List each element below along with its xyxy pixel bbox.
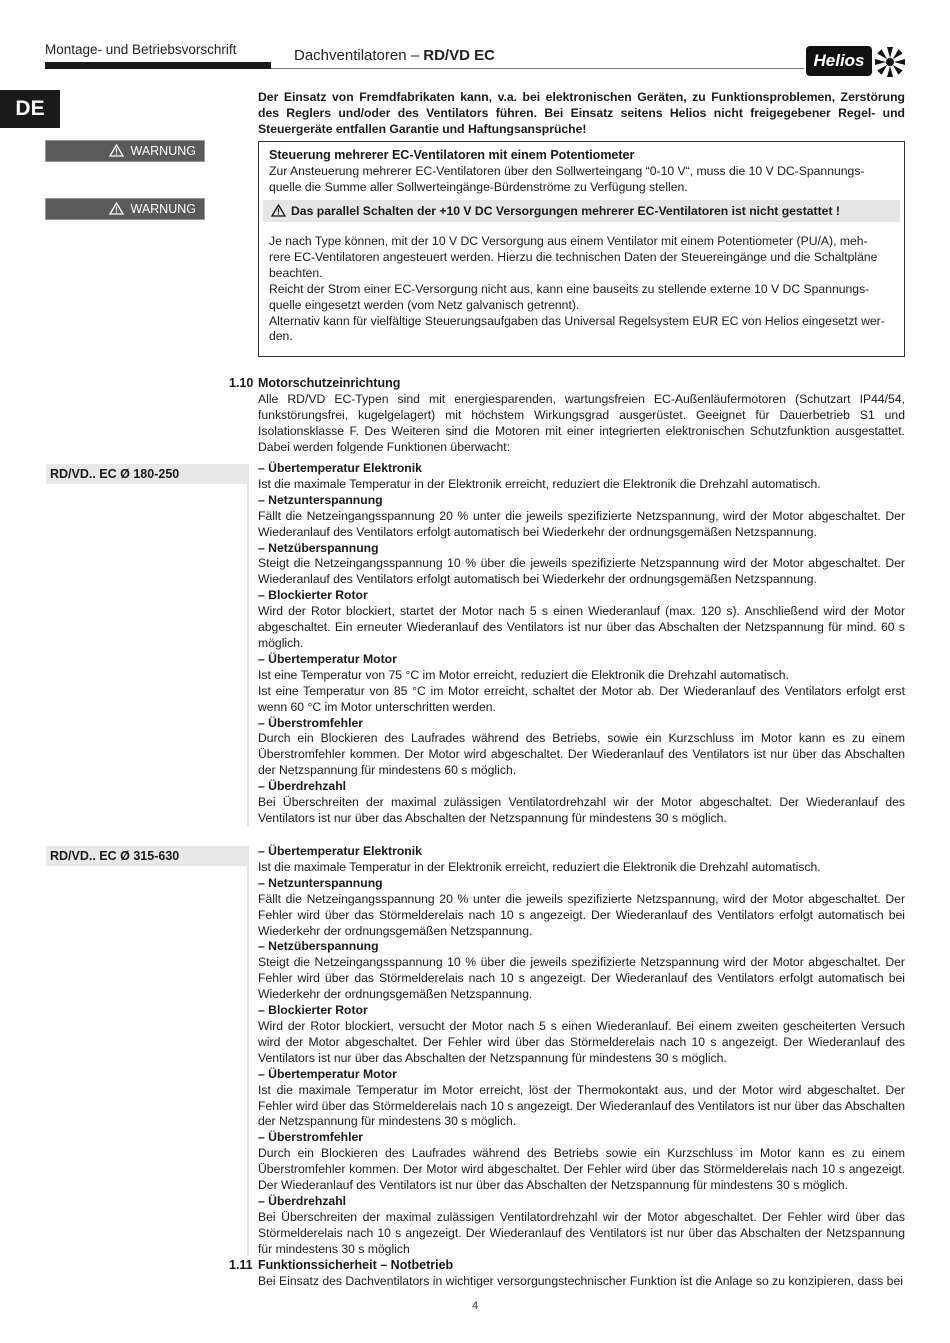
item-title: – Übertemperatur Elektronik — [258, 844, 422, 858]
item-text: Fällt die Netzeingangsspannung 20 % unter die jeweils spezifizierte Netzspannung, wird der Motor abgeschaltet. Der Wiederanlauf des Ventilators erfolgt automatisch bei Wiederkehr der ordnungsgemäßen Netzspannung. — [258, 508, 905, 539]
item-text: Ist die maximale Temperatur im Motor erreicht, löst der Thermokontakt aus, und der Motor wird abgeschaltet. Der Fehler wird über das Störmelderelais nach 10 s angezeigt. Der Wiederanlauf des Ventilators ist nur über das Abschalten der Netzspannung für mindestens 30 s möglich. — [258, 1082, 905, 1129]
box-body-line: Alternativ kann für vielfältige Steuerungsaufgaben das Universal Regelsystem EUR EC von Helios eingesetzt wer- — [269, 313, 885, 328]
header-bar — [45, 62, 271, 69]
intro-warning-text: Der Einsatz von Fremdfabrikaten kann, v.a. bei elektronischen Geräten, zu Funktionsproblemen, Zerstörung des Reglers und/oder des Ventilators führen. Bei Einsatz seitens Helios nicht freigegebener Regel- und Steuergeräte entfallen Garantie und Haftungsansprüche! — [258, 90, 905, 136]
item-title: – Blockierter Rotor — [258, 1003, 368, 1018]
product-model: RD/VD EC — [423, 47, 495, 64]
model-range-label-315-630: RD/VD.. EC Ø 315-630 — [46, 846, 248, 866]
box-body-line: den. — [269, 329, 293, 344]
warning-label-text: WARNUNG — [130, 144, 196, 158]
box-warning-text: Das parallel Schalten der +10 V DC Versorgungen mehrerer EC-Ventilatoren ist nicht gestattet ! — [291, 204, 840, 218]
box-body-line: Reicht der Strom einer EC-Versorgung nicht aus, kann eine bauseits zu stellende externe 10 V DC Spannungs- — [269, 281, 870, 296]
item-title: – Überdrehzahl — [258, 779, 347, 794]
item-text: Ist die maximale Temperatur in der Elektronik erreicht, reduziert die Elektronik die Drehzahl automatisch. — [258, 476, 821, 491]
warning-label-1 — [46, 141, 204, 161]
item-title: – Netzunterspannung — [258, 492, 383, 507]
helios-fan-icon — [874, 44, 906, 80]
box-body-line: beachten. — [269, 265, 323, 280]
group1-items — [258, 461, 905, 827]
box-body-line: quelle eingesetzt werden (vom Netz galvanisch getrennt). — [269, 297, 580, 312]
item-title: – Überstromfehler — [258, 1130, 363, 1145]
warning-triangle-icon — [271, 204, 286, 217]
item-text: Ist eine Temperatur von 75 °C im Motor erreicht, reduziert die Elektronik die Drehzahl automatisch. Ist eine Temperatur von 85 °C im Motor erreicht, schaltet der Motor ab. Der Wiederanlauf des Ventilators erfolgt erst wenn 60 °C im Motor unterschritten werden. — [258, 667, 905, 714]
warning-triangle-icon — [109, 144, 124, 157]
model-range-label-180-250: RD/VD.. EC Ø 180-250 — [46, 464, 248, 484]
potentiometer-info-box — [258, 141, 905, 357]
item-title: – Übertemperatur Elektronik — [258, 461, 422, 475]
item-text: Steigt die Netzeingangsspannung 10 % über die jeweils spezifizierte Netzspannung wird der Motor abgeschaltet. Der Fehler wird über das Störmelderelais nach 10 s angezeigt. Der Wiederanlauf des Ventilators erfolgt automatisch bei Wiederkehr der ordnungsgemäßen Netzspannung. — [258, 955, 905, 1002]
warning-label-text: WARNUNG — [130, 202, 196, 216]
item-text: Wird der Rotor blockiert, startet der Motor nach 5 s einen Wiederanlauf (max. 120 s). Anschließend wird der Motor abgeschaltet. Ein erneuter Wiederanlauf des Ventilators ist nur über das Abschalten der Netzspannung für mind. 60 s möglich. — [258, 604, 905, 650]
item-title: – Übertemperatur Motor — [258, 1066, 397, 1081]
item-text: Bei Überschreiten der maximal zulässigen Ventilatordrehzahl wir der Motor abgeschaltet. Der Wiederanlauf des Ventilators ist nur über das Abschalten der Netzspannung für mindestens 30 s möglich. — [258, 795, 905, 825]
item-text: Durch ein Blockieren des Laufrades während des Betriebs, sowie ein Kurzschluss im Motor kann es zu einem Überstromfehler kommen. Der Motor wird abgeschaltet. Der Wiederanlauf des Ventilators ist nur über das Abschalten der Netzspannung für mindestens 60 s möglich. — [258, 731, 905, 778]
page-number: 4 — [471, 1300, 479, 1312]
product-title-prefix: Dachventilatoren – — [294, 47, 424, 64]
item-text: Fällt die Netzeingangsspannung 20 % unter die jeweils spezifizierte Netzspannung, wird der Motor abgeschaltet. Der Fehler wird über das Störmelderelais nach 10 s angezeigt. Der Wiederanlauf des Ventilators erfolgt automatisch bei Wiederkehr der ordnungsgemäßen Netzspannung. — [258, 891, 905, 938]
box-line: Zur Ansteuerung mehrerer EC-Ventilatoren über den Sollwerteingang “0-10 V“, muss die 10 V DC-Spannungs- — [269, 163, 865, 178]
document-title: Montage- und Betriebsvorschrift — [45, 42, 237, 57]
box-title: Steuerung mehrerer EC-Ventilatoren mit einem Potentiometer — [269, 148, 635, 162]
section-number: 1.10 — [229, 376, 254, 390]
section-heading-1-11 — [229, 1258, 453, 1272]
box-body — [269, 234, 892, 345]
section-1-10-text: Alle RD/VD EC-Typen sind mit energiesparenden, wartungsfreien EC-Außenläufermotoren (Schutzart IP44/54, funkstörungsfrei, kugelgelagert) mit höchstem Wirkungsgrad ausgerüstet. Geeignet für Dauerbetrieb S1 und Isolationsklasse F. Des Weiteren sind die Motoren mit einer integrierten elektronischen Schutzfunktion ausgestattet. Dabei werden folgende Funktionen überwacht: — [258, 392, 905, 454]
item-title: – Netzüberspannung — [258, 540, 379, 555]
item-title: – Netzüberspannung — [258, 939, 379, 954]
item-text: Bei Überschreiten der maximal zulässigen Ventilatordrehzahl wir der Motor abgeschaltet. Der Fehler wird über das Störmelderelais nach 10 s angezeigt. Der Wiederanlauf des Ventilators ist nur über das Abschalten der Netzspannung für mindestens 30 s möglich — [258, 1209, 905, 1256]
header-rule — [271, 68, 804, 69]
box-body-line: rere EC-Ventilatoren angesteuert werden. Hierzu die technischen Daten der Steuereingänge und die Schaltpläne — [269, 249, 878, 264]
language-tab: DE — [0, 90, 60, 128]
section-title: Motorschutzeinrichtung — [258, 376, 401, 390]
box-body-line: Je nach Type können, mit der 10 V DC Versorgung aus einem Ventilator mit einem Potentiometer (PU/A), meh- — [269, 234, 868, 248]
box-line: quelle die Summe aller Sollwerteingänge-Bürdenströme zu Verfügung stellen. — [269, 179, 688, 194]
warning-label-2 — [46, 199, 204, 219]
product-title — [294, 47, 495, 64]
item-text: Steigt die Netzeingangsspannung 10 % über die jeweils spezifizierte Netzspannung wird der Motor abgeschaltet. Der Wiederanlauf des Ventilators erfolgt automatisch bei Wiederkehr der ordnungsgemäßen Netzspannung. — [258, 556, 905, 587]
item-title: – Übertemperatur Motor — [258, 651, 397, 666]
logo-text: Helios — [806, 46, 872, 76]
side-indicator — [247, 846, 249, 1256]
box-warning-banner — [263, 200, 900, 222]
section-1-11-text: Bei Einsatz des Dachventilators in wichtiger versorgungstechnischer Funktion ist die Anlage so zu konzipieren, dass bei — [258, 1274, 903, 1288]
section-number: 1.11 — [229, 1258, 253, 1272]
item-title: – Blockierter Rotor — [258, 588, 368, 603]
item-title: – Überdrehzahl — [258, 1193, 347, 1208]
item-text: Wird der Rotor blockiert, versucht der Motor nach 5 s einen Wiederanlauf. Bei einem zweiten gescheiterten Versuch wird der Motor abgeschaltet. Der Fehler wird über das Störmelderelais nach 10 s angezeigt. Der Wiederanlauf des Ventilators ist nur über das Abschalten der Netzspannung für mindestens 30 s möglich. — [258, 1018, 905, 1065]
group2-items — [258, 844, 905, 1258]
section-heading-1-10 — [229, 376, 400, 390]
side-indicator — [247, 464, 249, 826]
helios-logo — [806, 44, 906, 80]
item-title: – Überstromfehler — [258, 715, 363, 730]
section-title: Funktionssicherheit – Notbetrieb — [258, 1258, 454, 1272]
item-text: Durch ein Blockieren des Laufrades während des Betriebs sowie ein Kurzschluss im Motor kann es zu einem Überstromfehler kommen. Der Motor wird abgeschaltet. Der Fehler wird über das Störmelderelais nach 10 s angezeigt. Der Wiederanlauf des Ventilators ist nur über das Abschalten der Netzspannung für mindestens 30 s möglich. — [258, 1146, 905, 1193]
warning-triangle-icon — [109, 202, 124, 215]
item-text: Ist die maximale Temperatur in der Elektronik erreicht, reduziert die Elektronik die Drehzahl automatisch. — [258, 859, 821, 874]
item-title: – Netzunterspannung — [258, 875, 383, 890]
